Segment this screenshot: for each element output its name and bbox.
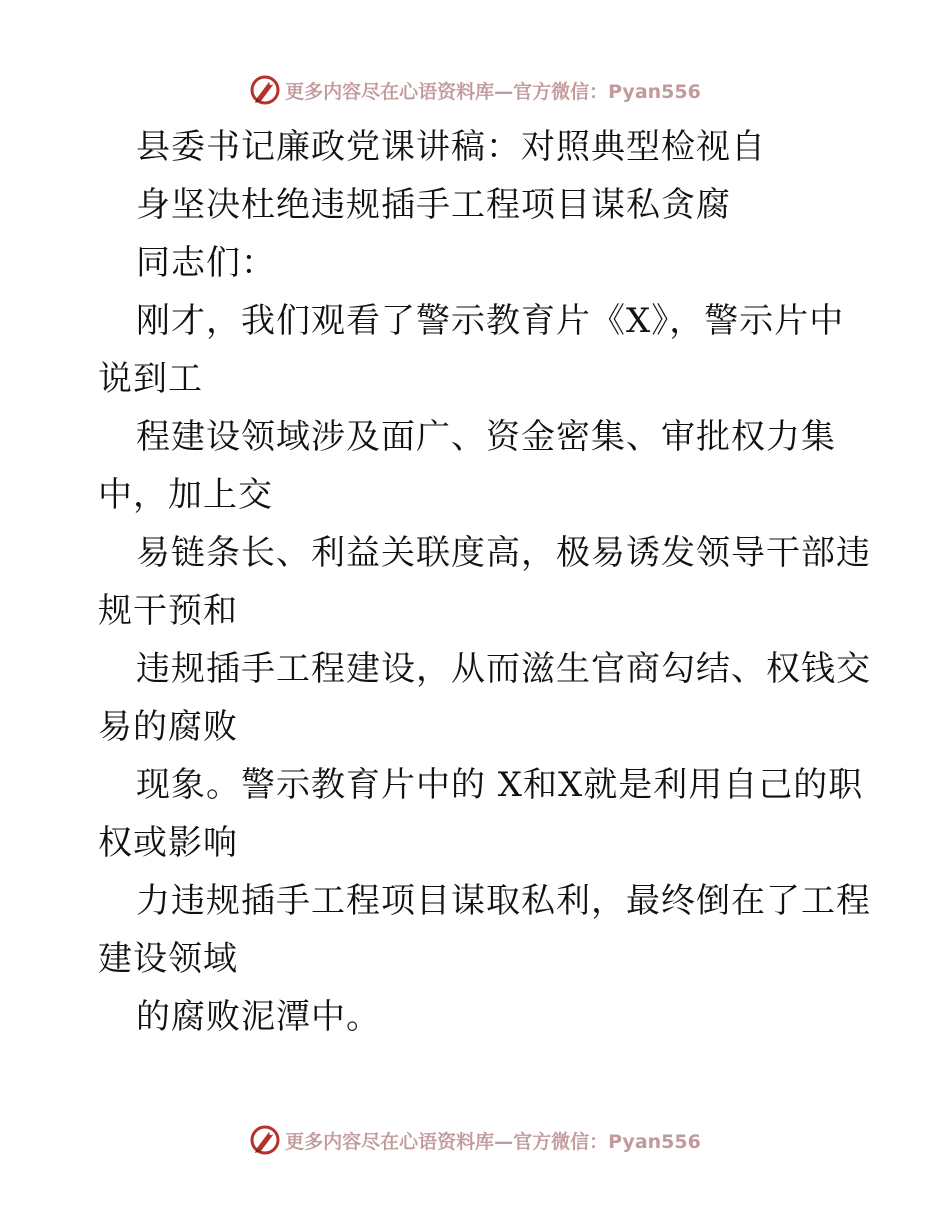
doc-title-line-2: 身坚决杜绝违规插手工程项目谋私贪腐 <box>136 185 731 225</box>
banner-text: 更多内容尽在心语资料库—官方微信：Pyan556 <box>285 80 701 103</box>
paragraph-line: 易链条长、利益关联度高，极易诱发领导干部违 <box>136 533 871 573</box>
doc-title-line-1: 县委书记廉政党课讲稿：对照典型检视自 <box>136 127 766 167</box>
paragraph-line: 规干预和 <box>98 591 238 631</box>
header-banner <box>0 70 950 110</box>
banner-text: 更多内容尽在心语资料库—官方微信：Pyan556 <box>285 1130 701 1153</box>
document-body <box>98 118 871 1046</box>
paragraph-line: 权或影响 <box>98 823 238 863</box>
paragraph-line: 刚才，我们观看了警示教育片《X》，警示片中 <box>136 301 845 341</box>
paragraph-line: 的腐败泥潭中。 <box>136 997 381 1037</box>
paragraph-line: 现象。警示教育片中的 X和X就是利用自己的职 <box>136 765 864 805</box>
paragraph-line: 说到工 <box>98 359 203 399</box>
paragraph-line: 建设领域 <box>98 939 238 979</box>
paragraph-line: 中，加上交 <box>98 475 273 515</box>
footer-banner <box>0 1120 950 1160</box>
salutation: 同志们： <box>136 243 276 283</box>
paragraph-line: 力违规插手工程项目谋取私利，最终倒在了工程 <box>136 881 871 921</box>
paragraph-line: 程建设领域涉及面广、资金密集、审批权力集 <box>136 417 836 457</box>
pen-logo-icon <box>249 74 281 106</box>
paragraph-line: 违规插手工程建设，从而滋生官商勾结、权钱交 <box>136 649 871 689</box>
pen-logo-icon <box>249 1124 281 1156</box>
paragraph-line: 易的腐败 <box>98 707 238 747</box>
